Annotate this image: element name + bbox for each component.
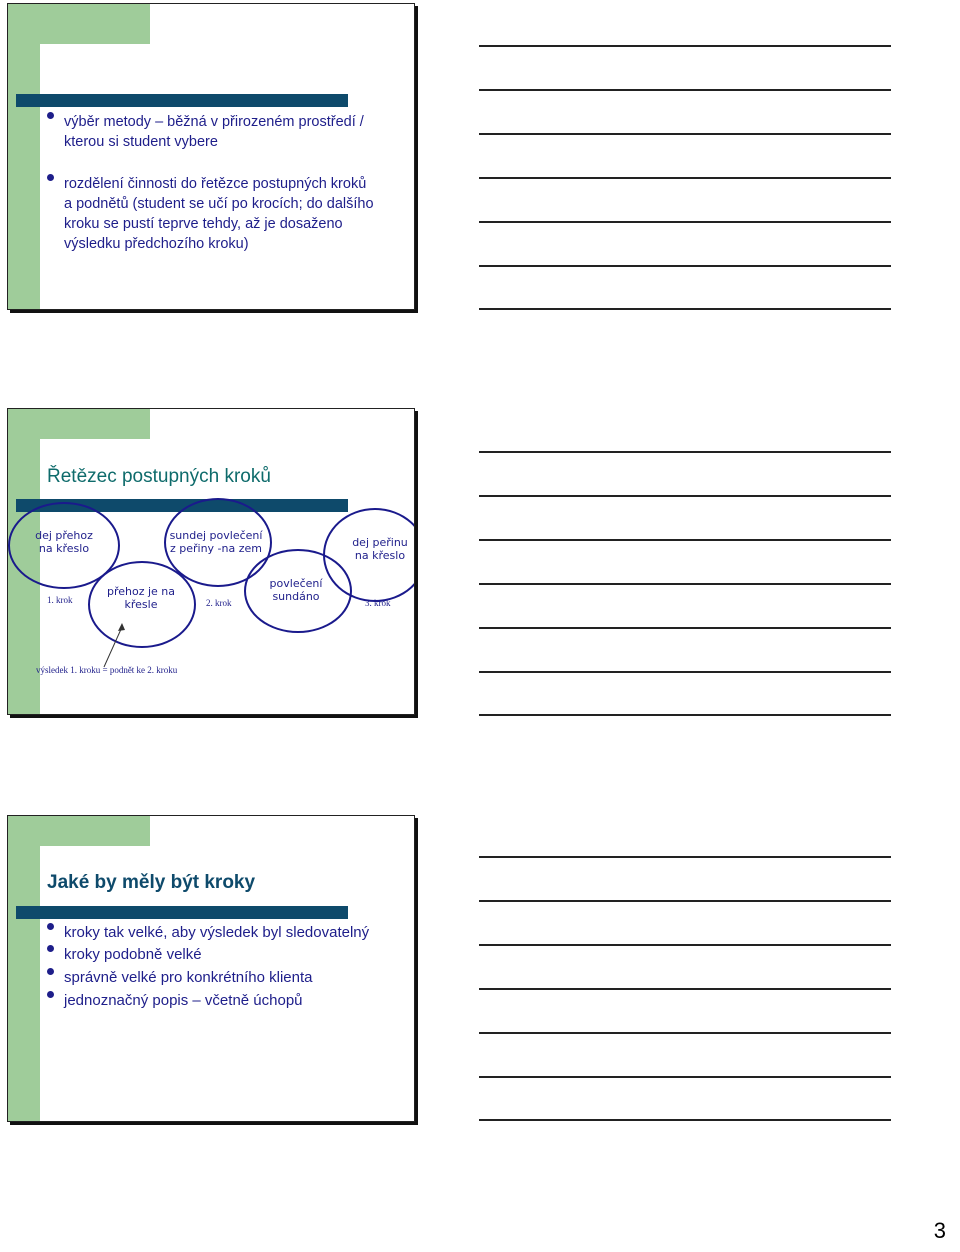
note-line: [479, 89, 891, 91]
step-label: 3. krok: [365, 598, 391, 608]
note-line: [479, 856, 891, 858]
note-line: [479, 1119, 891, 1121]
green-sidebar: [8, 816, 40, 1121]
node-label: sundej povlečení z peřiny -na zem: [169, 529, 263, 555]
note-line: [479, 133, 891, 135]
note-line: [479, 45, 891, 47]
note-line: [479, 627, 891, 629]
bullet-item: výběr metody – běžná v přirozeném prostředí / kterou si student vybere: [44, 112, 374, 152]
note-line: [479, 944, 891, 946]
note-line: [479, 265, 891, 267]
note-line: [479, 714, 891, 716]
note-line: [479, 1032, 891, 1034]
bullet-item: správně velké pro konkrétního klienta: [44, 968, 374, 988]
page-number: 3: [933, 1218, 946, 1243]
slide-3: [7, 815, 415, 1122]
slide-2: [7, 408, 415, 715]
slide-1: [7, 3, 415, 310]
bullet-item: kroky tak velké, aby výsledek byl sledovatelný: [44, 923, 374, 943]
slide-title: Řetězec postupných kroků: [47, 466, 271, 487]
step-label: 2. krok: [206, 598, 232, 608]
green-sidebar: [8, 4, 40, 309]
slide-title: Jaké by měly být kroky: [47, 872, 256, 893]
note-line: [479, 583, 891, 585]
note-line: [479, 221, 891, 223]
bullet-item: jednoznačný popis – včetně úchopů: [44, 991, 374, 1011]
note-text: výsledek 1. kroku = podnět ke 2. kroku: [36, 665, 178, 675]
note-line: [479, 900, 891, 902]
bullet-list: [44, 112, 374, 254]
bullet-item: kroky podobně velké: [44, 945, 374, 965]
node-label: dej peřinu na křeslo: [352, 536, 408, 562]
green-corner: [40, 4, 150, 44]
note-line: [479, 1076, 891, 1078]
note-line: [479, 988, 891, 990]
note-line: [479, 177, 891, 179]
note-line: [479, 671, 891, 673]
title-bar: [16, 906, 348, 919]
node-label: povlečení sundáno: [269, 577, 323, 603]
title-bar: [16, 94, 348, 107]
note-line: [479, 495, 891, 497]
step-label: 1. krok: [47, 595, 73, 605]
bullet-list: [44, 923, 374, 1011]
node-label: přehoz je na křesle: [106, 585, 176, 611]
note-line: [479, 539, 891, 541]
note-line: [479, 308, 891, 310]
node-label: dej přehoz na křeslo: [35, 529, 93, 555]
bullet-item: rozdělení činnosti do řetězce postupných kroků a podnětů (student se učí po krocích; do dalšího kroku se pustí teprve tehdy, až je dosaženo výsledku předchozího kroku): [44, 174, 374, 254]
note-line: [479, 451, 891, 453]
